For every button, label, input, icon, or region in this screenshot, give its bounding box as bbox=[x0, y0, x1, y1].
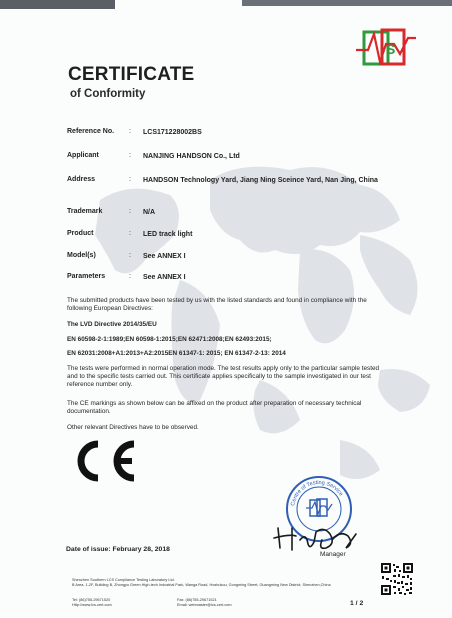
intro-paragraph: The submitted products have been tested by us with the listed standards and found in compliance with the following European Directives: bbox=[67, 297, 367, 313]
manager-signature-icon bbox=[270, 522, 366, 554]
scan-shadow-left bbox=[0, 0, 115, 9]
field-label: Trademark bbox=[67, 208, 103, 215]
field-value: LCS171228002BS bbox=[143, 129, 202, 136]
field-label: Parameters bbox=[67, 273, 106, 280]
qr-code-icon bbox=[380, 562, 414, 596]
field-label: Product bbox=[67, 230, 94, 237]
field-label: Model(s) bbox=[67, 252, 96, 259]
manager-label: Manager bbox=[320, 551, 346, 558]
field-label: Applicant bbox=[67, 152, 99, 159]
scan-shadow-right bbox=[242, 0, 452, 6]
field-label: Reference No. bbox=[67, 128, 115, 135]
ce-mark-icon bbox=[66, 436, 140, 486]
date-of-issue: Date of issue: February 28, 2018 bbox=[66, 546, 170, 553]
svg-text:Centre of Testing Service: Centre of Testing Service bbox=[290, 479, 344, 507]
field-value: NANJING HANDSON Co., Ltd bbox=[143, 153, 240, 160]
footer-lab-name: Shenzhen Southern LCS Compliance Testing Laboratory Ltd. bbox=[72, 578, 175, 582]
field-colon: : bbox=[129, 208, 131, 215]
certificate-subtitle: of Conformity bbox=[70, 88, 146, 100]
field-value: HANDSON Technology Yard, Jiang Ning Sceince Yard, Nan Jing, China bbox=[143, 177, 378, 184]
footer-fax: Fax: (86)755-29671521 bbox=[177, 598, 217, 602]
standards-line-1: EN 60598-2-1:1989;EN 60598-1:2015;EN 62471:2008;EN 62493:2015; bbox=[67, 336, 272, 343]
field-colon: : bbox=[129, 273, 131, 280]
field-colon: : bbox=[129, 152, 131, 159]
footer-address: B Area, 1-2F, Building B, Zhongyu Green High-tech Industrial Park, Wanga Road, Hoshukou, Gongming Street, Guangming New District, Shenzhen,China bbox=[72, 583, 331, 587]
standards-line-2: EN 62031:2008+A1:2013+A2:2015EN 61347-1: 2015; EN 61347-2-13: 2014 bbox=[67, 350, 286, 357]
other-directives-line: Other relevant Directives have to be observed. bbox=[67, 424, 199, 431]
certificate-title: CERTIFICATE bbox=[68, 64, 195, 85]
field-colon: : bbox=[129, 128, 131, 135]
tests-paragraph: The tests were performed in normal operation mode. The test results apply only to the particular sample tested and to the specific tests carried out. This certificate applies specifically to the sample investigated in our test reference number only. bbox=[67, 365, 380, 389]
field-value: N/A bbox=[143, 209, 156, 216]
field-colon: : bbox=[129, 176, 131, 183]
field-value: LED track light bbox=[143, 231, 193, 238]
field-colon: : bbox=[129, 230, 131, 237]
page-number: 1 / 2 bbox=[350, 600, 364, 607]
field-colon: : bbox=[129, 252, 131, 259]
ce-marking-paragraph: The CE markings as shown below can be affixed on the product after preparation of necessary technical documentation. bbox=[67, 400, 362, 416]
lcs-logo-icon bbox=[354, 24, 418, 72]
field-value: See ANNEX I bbox=[143, 274, 186, 281]
directive-line: The LVD Directive 2014/35/EU bbox=[67, 321, 157, 328]
svg-text:S: S bbox=[386, 41, 396, 57]
footer-email-link[interactable]: Email: webmaster@lcs-cert.com bbox=[177, 603, 232, 607]
footer-address-block bbox=[72, 578, 362, 607]
footer-website-link[interactable]: Http://www.lcs-cert.com bbox=[72, 603, 112, 607]
field-value: See ANNEX I bbox=[143, 253, 186, 260]
field-label: Address bbox=[67, 176, 96, 183]
footer-tel: Tel: (86)755-29671520 bbox=[72, 598, 111, 602]
